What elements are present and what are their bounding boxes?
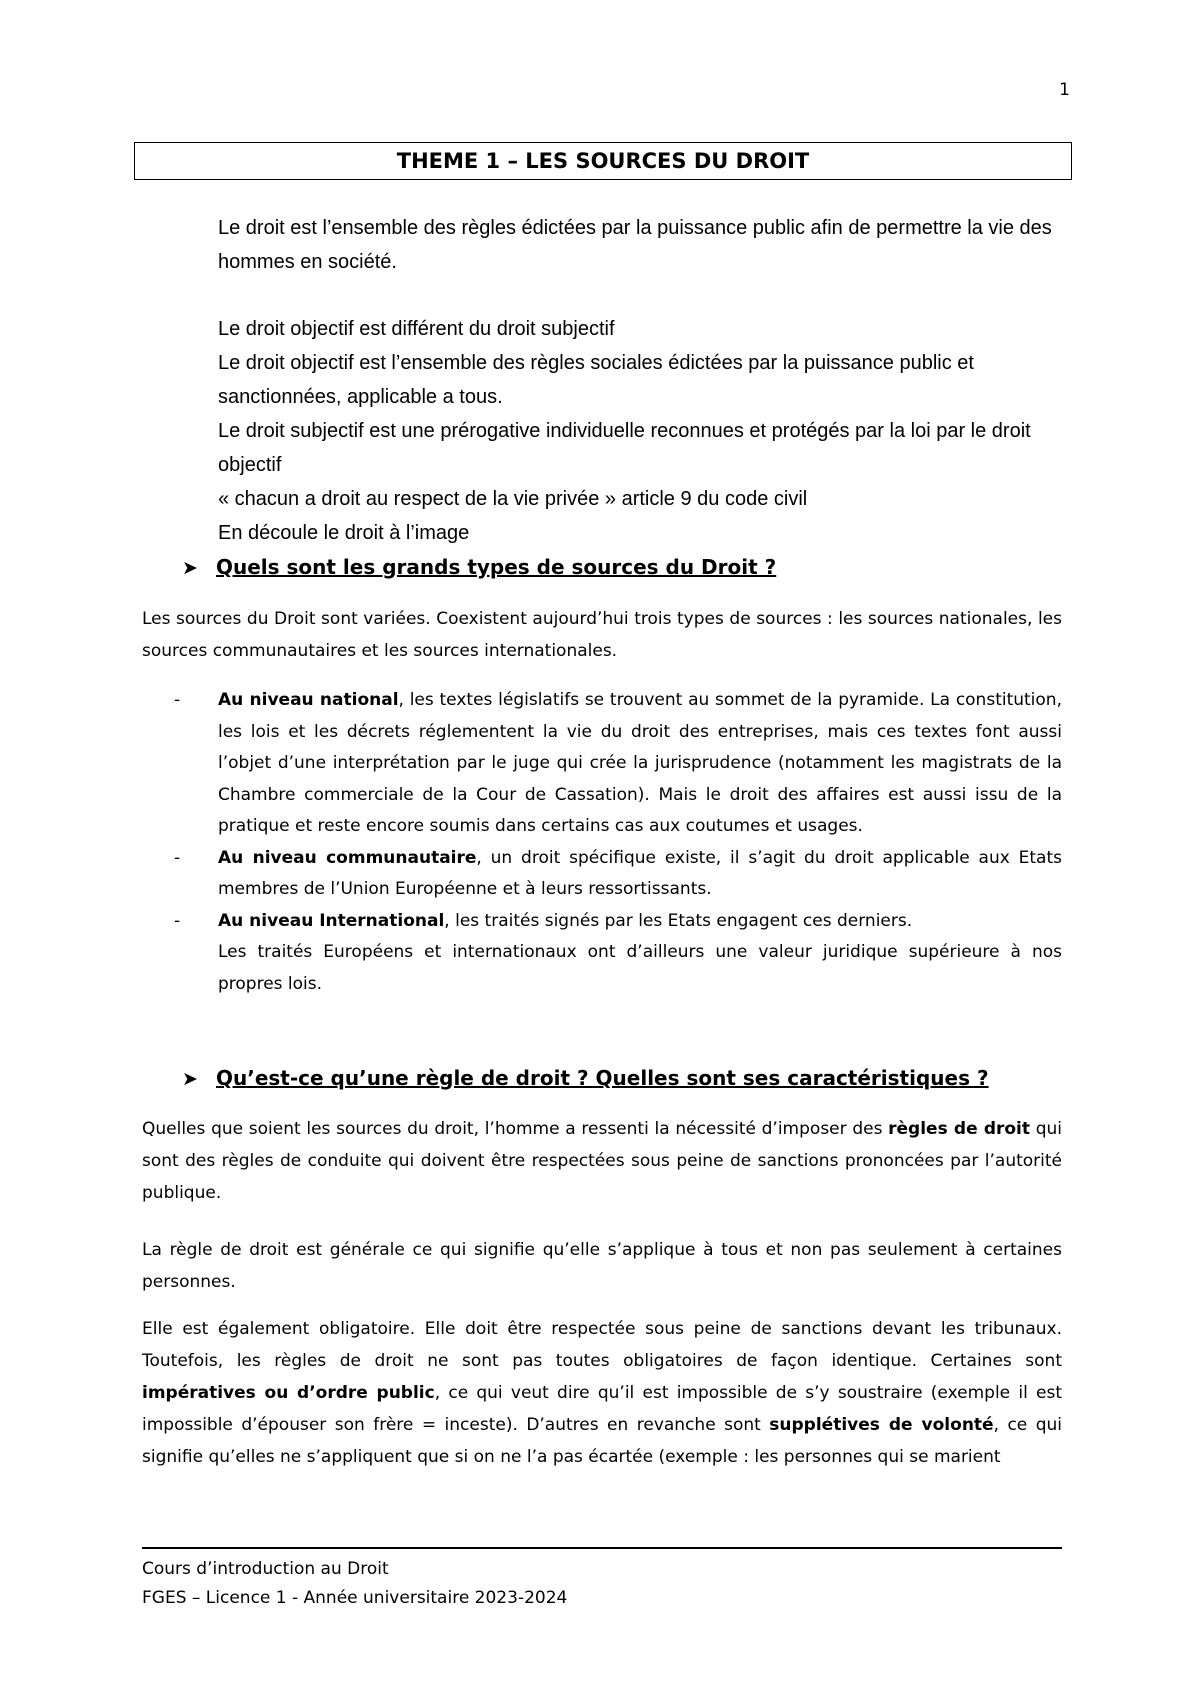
bold-run: impératives ou d’ordre public <box>142 1383 435 1403</box>
text-run: , ce qui signifie qu’elles ne s’appliquent que si on ne l’a pas écartée (exemple : les personnes qui se marient <box>142 1415 1062 1467</box>
text-run: qui sont des règles de conduite qui doivent être respectées sous peine de sanctions prononcées par l’autorité publique. <box>142 1119 1063 1203</box>
list-item-extra-text: Les traités Européens et internationaux ont d’ailleurs une valeur juridique supérieure à nos propres lois. <box>218 942 1062 994</box>
text-run: Elle est également obligatoire. Elle doit être respectée sous peine de sanctions devant les tribunaux. Toutefois, les règles de droit ne sont pas toutes obligatoires de façon identique. Certaines sont <box>142 1319 1062 1371</box>
footer-course: Cours d’introduction au Droit <box>142 1559 389 1579</box>
intro-line: Le droit subjectif est une prérogative individuelle reconnues et protégés par la loi par le droit objectif <box>218 420 1031 476</box>
intro-definition: Le droit est l’ensemble des règles édictées par la puissance public afin de permettre la vie des hommes en société. <box>218 217 1052 273</box>
paragraph-text <box>142 1313 1062 1473</box>
sources-intro-paragraph <box>142 603 1062 667</box>
list-item-lead: Au niveau national <box>218 690 399 710</box>
footer-program: FGES – Licence 1 - Année universitaire 2023-2024 <box>142 1588 568 1608</box>
page-title: THEME 1 – LES SOURCES DU DROIT <box>134 142 1072 180</box>
page-number: 1 <box>1059 80 1070 100</box>
list-item-text: , un droit spécifique existe, il s’agit du droit applicable aux Etats membres de l’Union Européenne et à leurs ressortissants. <box>218 847 1062 899</box>
arrow-bullet-icon: ➤ <box>182 1068 198 1090</box>
list-item-lead: Au niveau International <box>218 910 445 931</box>
paragraph-text <box>142 1113 1062 1209</box>
paragraph-text: La règle de droit est générale ce qui signifie qu’elle s’applique à tous et non pas seulement à certaines personnes. <box>142 1240 1062 1292</box>
section-heading-text: Quels sont les grands types de sources du Droit ? <box>216 555 777 579</box>
intro-line: Le droit objectif est différent du droit subjectif <box>218 318 615 340</box>
bold-run: supplétives de volonté <box>769 1415 994 1435</box>
list-item <box>142 685 1062 843</box>
list-item-lead: Au niveau communautaire <box>218 847 477 868</box>
list-item-text: , les textes législatifs se trouvent au sommet de la pyramide. La constitution, les lois et les décrets réglementent la vie du droit des entreprises, mais ces textes font aussi l’objet d’une interprétation par le juge qui crée la jurisprudence (notamment les magistrats de la Chambre commerciale de la Cour de Cassation). Mais le droit des affaires est aussi issu de la pratique et reste encore soumis dans certains cas aux coutumes et usages. <box>218 690 1062 836</box>
section-heading-rule <box>182 1063 989 1094</box>
dash-bullet: - <box>174 910 181 931</box>
intro-line: « chacun a droit au respect de la vie privée » article 9 du code civil <box>218 488 808 510</box>
rule-paragraph-3 <box>142 1313 1062 1473</box>
intro-line: Le droit objectif est l’ensemble des règles sociales édictées par la puissance public et sanctionnées, applicable a tous. <box>218 352 974 408</box>
rule-paragraph-2 <box>142 1234 1062 1298</box>
sources-list <box>142 685 1062 1000</box>
bold-run: règles de droit <box>888 1119 1031 1139</box>
arrow-bullet-icon: ➤ <box>182 557 198 579</box>
dash-bullet: - <box>174 847 181 868</box>
rule-paragraph-1 <box>142 1113 1062 1209</box>
list-item <box>142 906 1062 1001</box>
paragraph-text: Les sources du Droit sont variées. Coexistent aujourd’hui trois types de sources : les sources nationales, les sources communautaires et les sources internationales. <box>142 609 1062 661</box>
intro-lines-block <box>218 312 1078 550</box>
section-heading-sources <box>182 552 776 583</box>
footer-divider <box>142 1547 1062 1549</box>
text-run: Quelles que soient les sources du droit, l’homme a ressenti la nécessité d’imposer des <box>142 1119 889 1139</box>
list-item-text: , les traités signés par les Etats engagent ces derniers. <box>444 910 913 931</box>
list-item <box>142 843 1062 906</box>
intro-definition-block <box>218 211 1078 279</box>
dash-bullet: - <box>174 690 181 710</box>
page-footer <box>142 1555 567 1613</box>
intro-line: En découle le droit à l’image <box>218 522 470 544</box>
section-heading-text: Qu’est-ce qu’une règle de droit ? Quelles sont ses caractéristiques ? <box>216 1066 989 1090</box>
text-run: , ce qui veut dire qu’il est impossible de s’y soustraire (exemple il est impossible d’épouser son frère = inceste). D’autres en revanche sont <box>142 1383 1062 1435</box>
